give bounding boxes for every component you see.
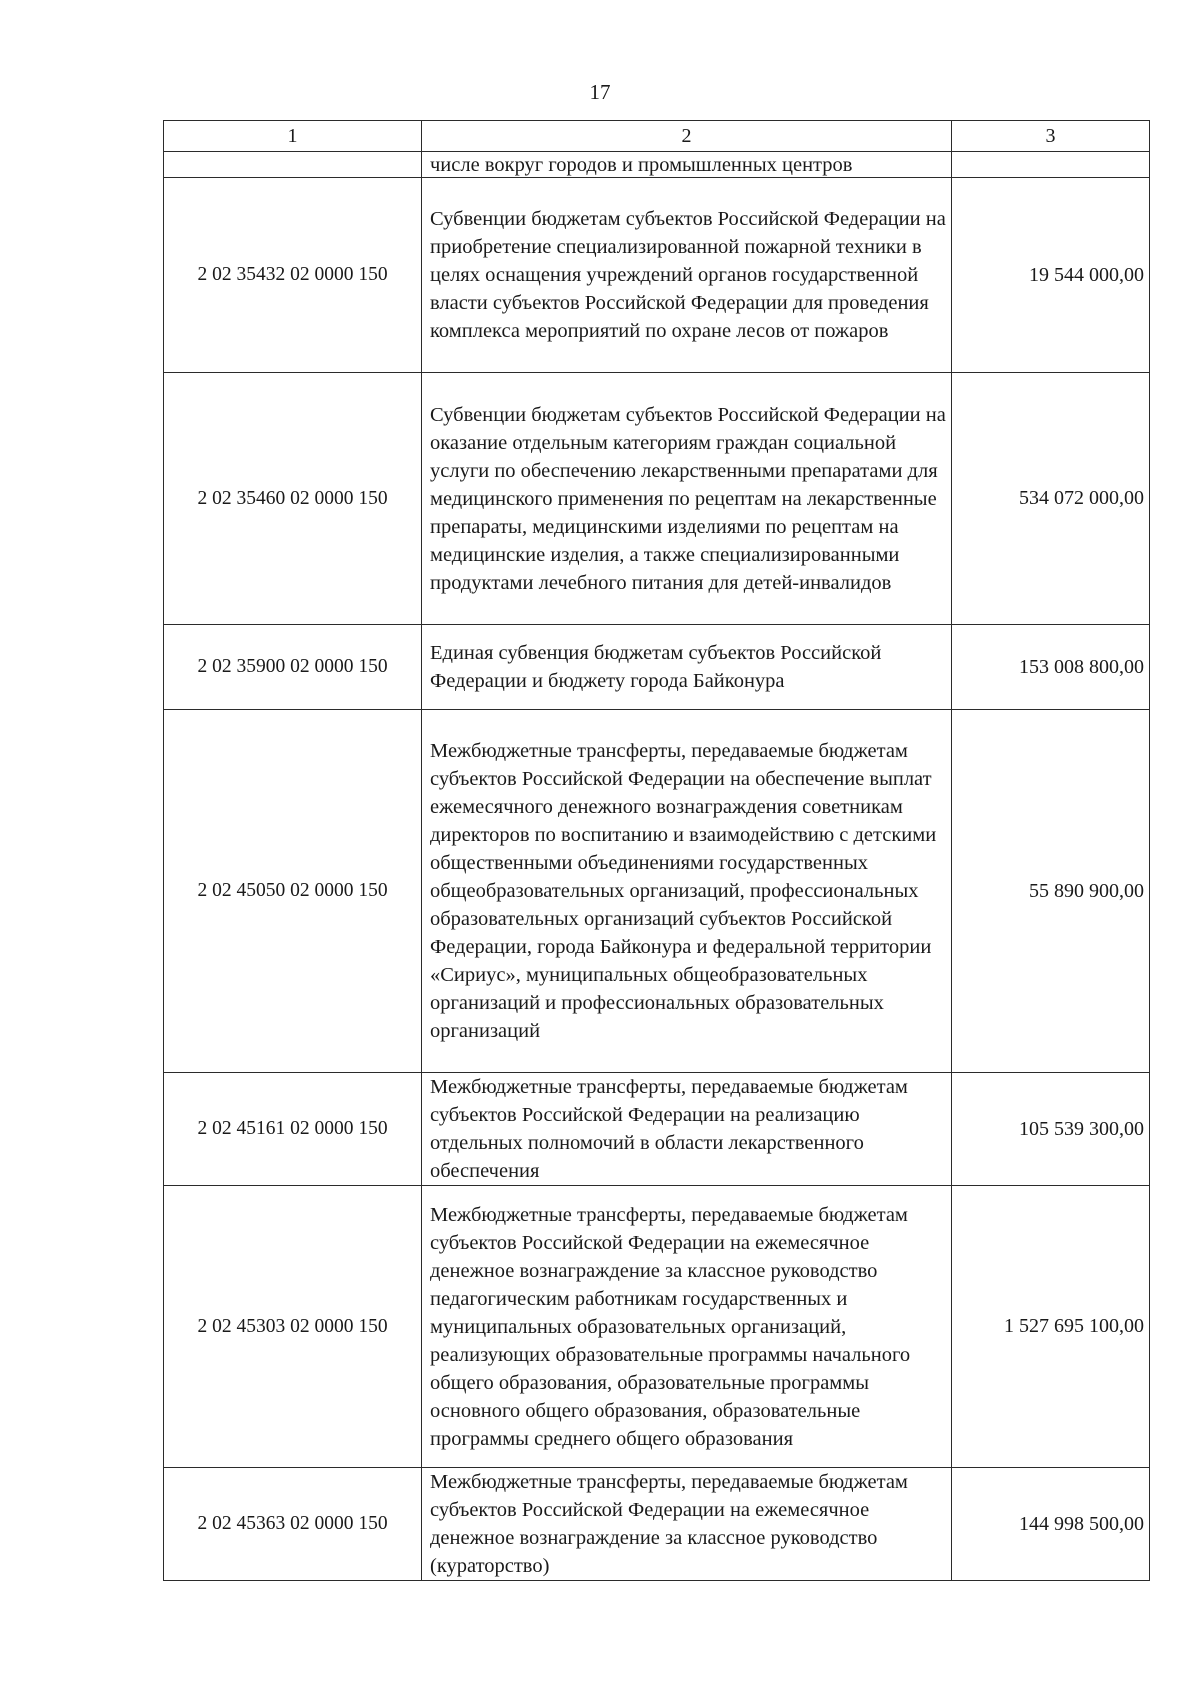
page-number: 17 (589, 80, 611, 104)
continuation-code-cell (164, 152, 422, 178)
row-description: Субвенции бюджетам субъектов Российской Федерации на оказание отдельным категориям граждан социальной услуги по обеспечению лекарственными препаратами для медицинского применения по рецептам на лекарственные препараты, медицинскими изделиями по рецептам на медицинские изделия, а также специализированными продуктами лечебного питания для детей-инвалидов (422, 373, 952, 625)
table-row (164, 178, 1150, 373)
row-description: Субвенции бюджетам субъектов Российской Федерации на приобретение специализированной пожарной техники в целях оснащения учреждений органов государственной власти субъектов Российской Федерации для проведения комплекса мероприятий по охране лесов от пожаров (422, 178, 952, 373)
row-amount: 534 072 000,00 (952, 373, 1150, 625)
table-row (164, 625, 1150, 710)
row-amount: 55 890 900,00 (952, 710, 1150, 1073)
row-description: Межбюджетные трансферты, передаваемые бюджетам субъектов Российской Федерации на обеспечение выплат ежемесячного денежного вознаграждения советникам директоров по воспитанию и взаимодействию с детскими общественными объединениями государственных общеобразовательных организаций, профессиональных образовательных организаций субъектов Российской Федерации, города Байконура и федеральной территории «Сириус», муниципальных общеобразовательных организаций и профессиональных образовательных организаций (422, 710, 952, 1073)
budget-table (163, 120, 1149, 1581)
table-row (164, 1468, 1150, 1581)
row-description: Межбюджетные трансферты, передаваемые бюджетам субъектов Российской Федерации на реализацию отдельных полномочий в области лекарственного обеспечения (422, 1073, 952, 1186)
row-amount: 153 008 800,00 (952, 625, 1150, 710)
table-row (164, 1186, 1150, 1468)
table-row (164, 1073, 1150, 1186)
row-code: 2 02 45050 02 0000 150 (164, 710, 422, 1073)
row-code: 2 02 35432 02 0000 150 (164, 178, 422, 373)
table-row (164, 710, 1150, 1073)
row-amount: 1 527 695 100,00 (952, 1186, 1150, 1468)
row-code: 2 02 45303 02 0000 150 (164, 1186, 422, 1468)
row-code: 2 02 45161 02 0000 150 (164, 1073, 422, 1186)
row-amount: 19 544 000,00 (952, 178, 1150, 373)
continuation-row (164, 152, 1150, 178)
continuation-amount-cell (952, 152, 1150, 178)
row-amount: 105 539 300,00 (952, 1073, 1150, 1186)
row-description: Межбюджетные трансферты, передаваемые бюджетам субъектов Российской Федерации на ежемесячное денежное вознаграждение за классное руководство (кураторство) (422, 1468, 952, 1581)
row-code: 2 02 35900 02 0000 150 (164, 625, 422, 710)
table-header-row (164, 121, 1150, 152)
row-description: Единая субвенция бюджетам субъектов Российской Федерации и бюджету города Байконура (422, 625, 952, 710)
column-header-2: 2 (422, 121, 952, 152)
row-code: 2 02 45363 02 0000 150 (164, 1468, 422, 1581)
column-header-1: 1 (164, 121, 422, 152)
row-code: 2 02 35460 02 0000 150 (164, 373, 422, 625)
column-header-3: 3 (952, 121, 1150, 152)
continuation-description: числе вокруг городов и промышленных центров (422, 152, 952, 178)
row-description: Межбюджетные трансферты, передаваемые бюджетам субъектов Российской Федерации на ежемесячное денежное вознаграждение за классное руководство педагогическим работникам государственных и муниципальных образовательных организаций, реализующих образовательные программы начального общего образования, образовательные программы основного общего образования, образовательные программы среднего общего образования (422, 1186, 952, 1468)
row-amount: 144 998 500,00 (952, 1468, 1150, 1581)
table-row (164, 373, 1150, 625)
